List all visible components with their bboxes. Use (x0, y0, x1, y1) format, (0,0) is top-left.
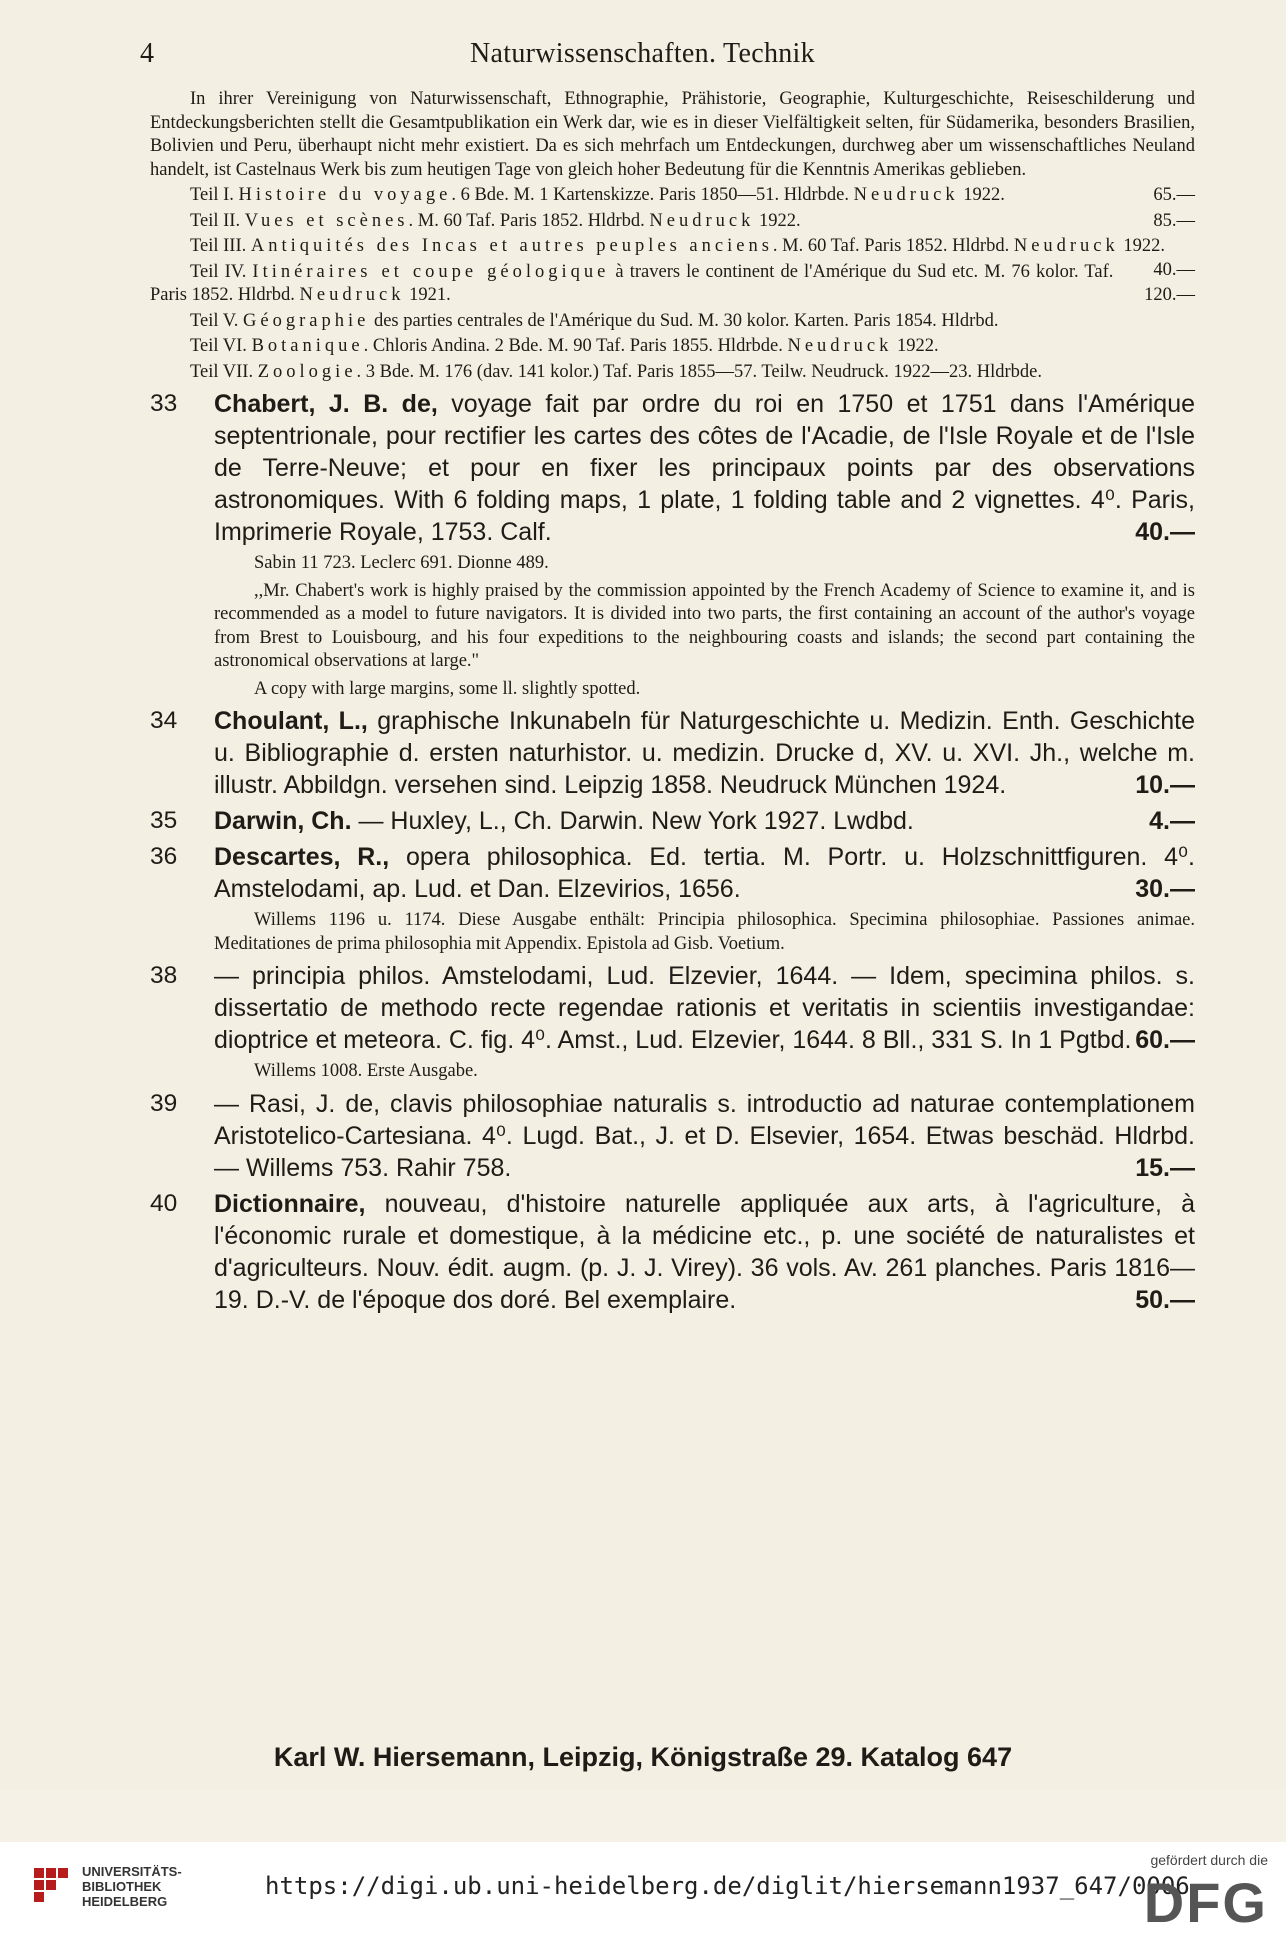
entry-description: — Huxley, L., Ch. Darwin. New York 1927. Lwdbd. (351, 807, 914, 835)
entry-price: 40.— (1135, 518, 1195, 546)
entry-text (214, 1188, 1195, 1316)
entry-number: 40 (150, 1189, 178, 1217)
intro-parts (150, 184, 1195, 384)
entry-number: 39 (150, 1089, 178, 1117)
funded-by-label: gefördert durch die (1150, 1852, 1268, 1868)
entry-author: Darwin, Ch. (214, 807, 352, 835)
part-price: 40.— (1153, 259, 1195, 280)
catalog-entry (150, 805, 1195, 837)
entry-description: graphische Inkunabeln für Naturgeschichte u. Medizin. Enth. Geschichte u. Bibliographie d. ersten naturhistor. u. medizin. Drucke d, XV. u. XVI. Jh., welche m. illustr. Abbildgn. versehen sind. Leipzig 1858. Neudruck München 1924. (214, 707, 1195, 799)
part-label: Teil V. (190, 310, 244, 331)
catalog-entry (150, 388, 1195, 701)
catalog-entry (150, 960, 1195, 1084)
entry-text (214, 841, 1195, 905)
intro-part (150, 310, 1195, 334)
entry-price: 4.— (1149, 807, 1195, 835)
intro-part (150, 361, 1195, 385)
part-details: . Chloris Andina. 2 Bde. M. 90 Taf. Paris 1855. Hldrbde. (363, 336, 788, 356)
catalog-footer: Karl W. Hiersemann, Leipzig, Königstraße 29. Katalog 647 (273, 1742, 1013, 1772)
intro-part (150, 184, 1195, 208)
catalog-entry (150, 1088, 1195, 1184)
part-label: Teil VII. (190, 361, 258, 382)
part-details: . M. 60 Taf. Paris 1852. Hldrbd. (772, 236, 1014, 256)
entry-author: Dictionnaire, (214, 1189, 366, 1218)
part-reprint: Neudruck (299, 285, 405, 305)
entry-number: 34 (150, 707, 178, 734)
part-reprint: Neudruck (787, 336, 893, 356)
part-details: . 3 Bde. M. 176 (dav. 141 kolor.) Taf. Paris 1855—57. Teilw. Neudruck. 1922—23. Hldrbde. (356, 361, 1042, 382)
part-details: . M. 60 Taf. Paris 1852. Hldrbd. (408, 210, 650, 231)
entry-price: 60.— (1135, 1026, 1195, 1054)
part-reprint: Neudruck (853, 185, 959, 205)
entry-number: 36 (150, 843, 178, 870)
entry-price: 50.— (1135, 1285, 1195, 1314)
entry-number: 38 (150, 962, 178, 989)
entry-price: 15.— (1135, 1153, 1195, 1182)
part-details: à travers le continent de l'Amérique du Sud etc. M. 76 kolor. Taf. Paris 1852. Hldrbd. (150, 261, 1114, 305)
entry-note: A copy with large margins, some ll. slightly spotted. (254, 678, 641, 699)
intro-part (150, 335, 1195, 359)
part-year: 1922. (958, 185, 1005, 205)
intro-part (150, 210, 1195, 234)
entry-text (214, 1088, 1195, 1184)
part-year: 1922. (892, 336, 939, 356)
entry-text (214, 705, 1195, 801)
entry-author: Chabert, J. B. de, (214, 390, 438, 418)
dfg-logo: DFG (1143, 1871, 1268, 1934)
running-head: Naturwissenschaften. Technik (470, 38, 815, 69)
catalog-entry (150, 841, 1195, 956)
part-label: Teil III. (190, 236, 251, 256)
entry-description: opera philosophica. Ed. tertia. M. Portr. u. Holzschnittfiguren. 4⁰. Amstelodami, ap. Lud. et Dan. Elzevirios, 1656. (214, 843, 1195, 903)
library-name: UNIVERSITÄTS- BIBLIOTHEK HEIDELBERG (82, 1864, 182, 1909)
entry-description: — principia philos. Amstelodami, Lud. Elzevier, 1644. — Idem, specimina philos. s. dissertatio de methodo recte regendae rationis et veritatis in scientiis investigandae: dioptrice et meteora. C. fig. 4⁰. Amst., Lud. Elzevier, 1644. 8 Bll., 331 S. In 1 Pgtbd. (214, 962, 1195, 1054)
part-label: Teil VI. (190, 336, 252, 356)
part-title: Zoologie (257, 361, 357, 382)
entry-author: Choulant, L., (214, 707, 368, 735)
part-year: 1922. (1118, 236, 1166, 256)
intro-part (150, 261, 1195, 308)
entry-text (214, 805, 1195, 837)
entry-number: 33 (150, 390, 178, 417)
part-reprint: Neudruck (1013, 236, 1119, 256)
catalog-entries (150, 388, 1195, 1316)
part-details: des parties centrales de l'Amérique du Sud. M. 30 kolor. Karten. Paris 1854. Hldrbd. (369, 310, 999, 331)
entry-price: 10.— (1135, 771, 1195, 799)
entry-text (214, 960, 1195, 1056)
part-label: Teil II. (190, 210, 245, 231)
part-title: Géographie (243, 310, 370, 331)
part-price: 65.— (1153, 185, 1195, 205)
part-title: Botanique (251, 336, 364, 356)
entry-price: 30.— (1135, 875, 1195, 903)
entry-text (214, 388, 1195, 548)
entry-note: Sabin 11 723. Leclerc 691. Dionne 489. (254, 553, 549, 573)
part-details: . 6 Bde. M. 1 Kartenskizze. Paris 1850—51. Hldrbde. (451, 185, 854, 205)
entry-description: nouveau, d'histoire naturelle appliquée aux arts, à l'agriculture, à l'économic rurale et domestique, à la médicine etc., p. une société de naturalistes et d'agriculteurs. Nouv. édit. augm. (p. J. J. Virey). 36 vols. Av. 261 planches. Paris 1816—19. D.-V. de l'époque dos doré. Bel exemplaire. (214, 1189, 1195, 1314)
part-title: Itinéraires et coupe géologique (252, 261, 610, 282)
part-price: 120.— (1144, 285, 1195, 305)
page-header (0, 38, 1286, 78)
part-year: 1921. (404, 285, 451, 305)
entry-author: Descartes, R., (214, 843, 390, 871)
part-title: Histoire du voyage (238, 185, 452, 205)
catalog-entry (150, 1188, 1195, 1316)
part-label: Teil I. (190, 185, 239, 205)
part-year: 1922. (754, 210, 801, 231)
entry-note: Willems 1196 u. 1174. Diese Ausgabe enthält: Principia philosophica. Specimina philosophiae. Passiones animae. Meditationes de prima philosophia mit Appendix. Epistola ad Gisb. Voetium. (214, 910, 1195, 954)
page-content (150, 88, 1195, 1316)
entry-description: — Rasi, J. de, clavis philosophiae naturalis s. introductio ad naturae contemplationem Aristotelico-Cartesiana. 4⁰. Lugd. Bat., J. et D. Elsevier, 1654. Etwas beschäd. Hldrbd. — Willems 753. Rahir 758. (214, 1089, 1195, 1182)
part-title: Antiquités des Incas et autres peuples anciens (250, 236, 773, 256)
part-reprint: Neudruck (649, 210, 755, 231)
entry-note: Willems 1008. Erste Ausgabe. (254, 1061, 478, 1081)
part-price: 85.— (1153, 210, 1195, 231)
permalink-url[interactable]: https://digi.ub.uni-heidelberg.de/diglit/hiersemann1937_647/0006 (265, 1872, 1190, 1900)
intro-paragraph: In ihrer Vereinigung von Naturwissenschaft, Ethnographie, Prähistorie, Geographie, Kulturgeschichte, Reiseschilderung und Entdeckungsberichten stellt die Gesamtpublikation ein Werk dar, wie es in dieser Vielfältigkeit selten, für Südamerika, besonders Brasilien, Bolivien und Peru, überhaupt nicht mehr existiert. Da es sich mehrfach um Entdeckungen, durchweg aber um wissenschaftliches Neuland handelt, ist Castelnaus Werk bis zum heutigen Tage von gleich hoher Bedeutung für die Kenntnis Amerikas geblieben. (150, 89, 1195, 180)
university-library-logo-icon (30, 1864, 72, 1906)
entry-description: voyage fait par ordre du roi en 1750 et 1751 dans l'Amérique septentrionale, pour rectifier les cartes des côtes de l'Acadie, de l'Isle Royale et de l'Isle de Terre-Neuve; et pour en fixer les principaux points par des observations astronomiques. With 6 folding maps, 1 plate, 1 folding table and 2 vignettes. 4⁰. Paris, Imprimerie Royale, 1753. Calf. (214, 390, 1195, 546)
page-number: 4 (140, 38, 154, 69)
part-label: Teil IV. (190, 261, 253, 282)
digitization-bar (0, 1842, 1286, 1939)
entry-number: 35 (150, 807, 178, 834)
catalog-entry (150, 705, 1195, 801)
entry-note: ,,Mr. Chabert's work is highly praised by the commission appointed by the French Academy of Science to examine it, and is recommended as a model to future navigators. It is divided into two parts, the first containing an account of the author's voyage from Brest to Louisbourg, and his four expeditions to the neighbouring coasts and islands; the second part containing the astronomical observations at large." (214, 580, 1195, 671)
part-title: Vues et scènes (244, 210, 409, 231)
